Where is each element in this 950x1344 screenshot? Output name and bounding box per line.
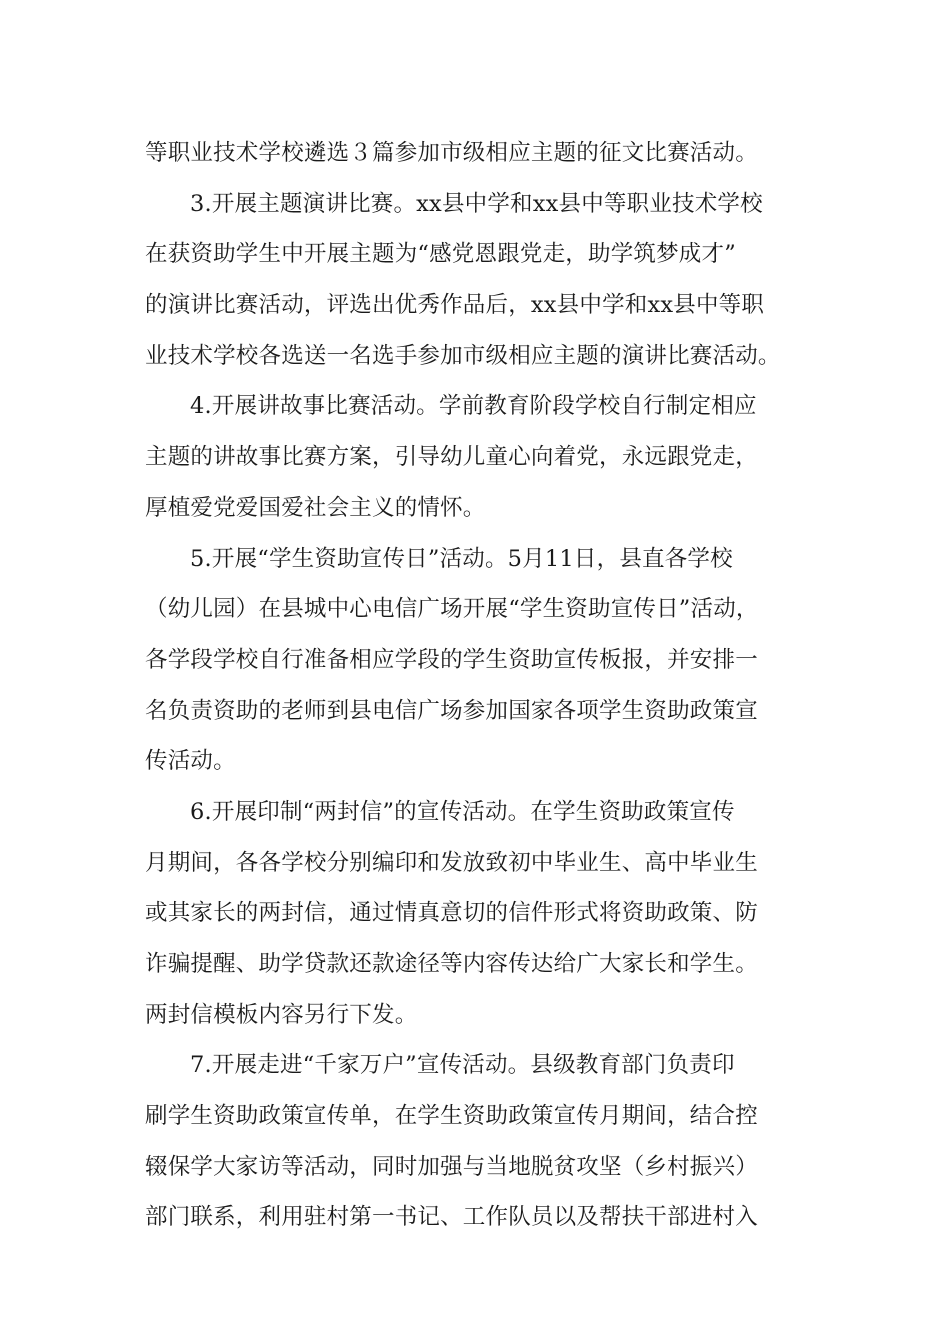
paragraph-line: 或其家长的两封信，通过情真意切的信件形式将资助政策、防	[145, 900, 758, 927]
paragraph-line: 辍保学大家访等活动，同时加强与当地脱贫攻坚（乡村振兴）	[145, 1153, 758, 1180]
paragraph-line: 刷学生资助政策宣传单，在学生资助政策宣传月期间，结合控	[145, 1103, 758, 1130]
paragraph-line: 业技术学校各选送一名选手参加市级相应主题的演讲比赛活动。	[145, 342, 781, 369]
paragraph-line: 厚植爱党爱国爱社会主义的情怀。	[145, 494, 486, 521]
paragraph-line: 3.开展主题演讲比赛。xx县中学和xx县中等职业技术学校	[190, 190, 763, 217]
paragraph-line: 7.开展走进“千家万户”宣传活动。县级教育部门负责印	[190, 1052, 735, 1079]
paragraph-line: 等职业技术学校遴选３篇参加市级相应主题的征文比赛活动。	[145, 140, 758, 166]
paragraph-line: 部门联系，利用驻村第一书记、工作队员以及帮扶干部进村入	[145, 1204, 758, 1231]
paragraph-line: 在获资助学生中开展主题为“感党恩跟党走，助学筑梦成才”	[145, 241, 736, 268]
paragraph-line: 5.开展“学生资助宣传日”活动。5月11日，县直各学校	[190, 545, 733, 572]
paragraph-line: 两封信模板内容另行下发。	[145, 1001, 418, 1028]
paragraph-line: 名负责资助的老师到县电信广场参加国家各项学生资助政策宣	[145, 697, 758, 724]
paragraph-line: 月期间，各各学校分别编印和发放致初中毕业生、高中毕业生	[145, 849, 758, 876]
paragraph-line: 各学段学校自行准备相应学段的学生资助宣传板报，并安排一	[145, 646, 758, 673]
paragraph-line: 传活动。	[145, 748, 236, 775]
paragraph-line: 主题的讲故事比赛方案，引导幼儿童心向着党，永远跟党走，	[145, 444, 758, 471]
document-body	[145, 128, 810, 1243]
paragraph-line: 诈骗提醒、助学贷款还款途径等内容传达给广大家长和学生。	[145, 951, 758, 977]
paragraph-line: 4.开展讲故事比赛活动。学前教育阶段学校自行制定相应	[190, 393, 757, 420]
paragraph-line: 的演讲比赛活动，评选出优秀作品后，xx县中学和xx县中等职	[145, 292, 765, 319]
paragraph-line: （幼儿园）在县城中心电信广场开展“学生资助宣传日”活动，	[145, 596, 759, 623]
paragraph-line: 6.开展印制“两封信”的宣传活动。在学生资助政策宣传	[190, 798, 735, 825]
